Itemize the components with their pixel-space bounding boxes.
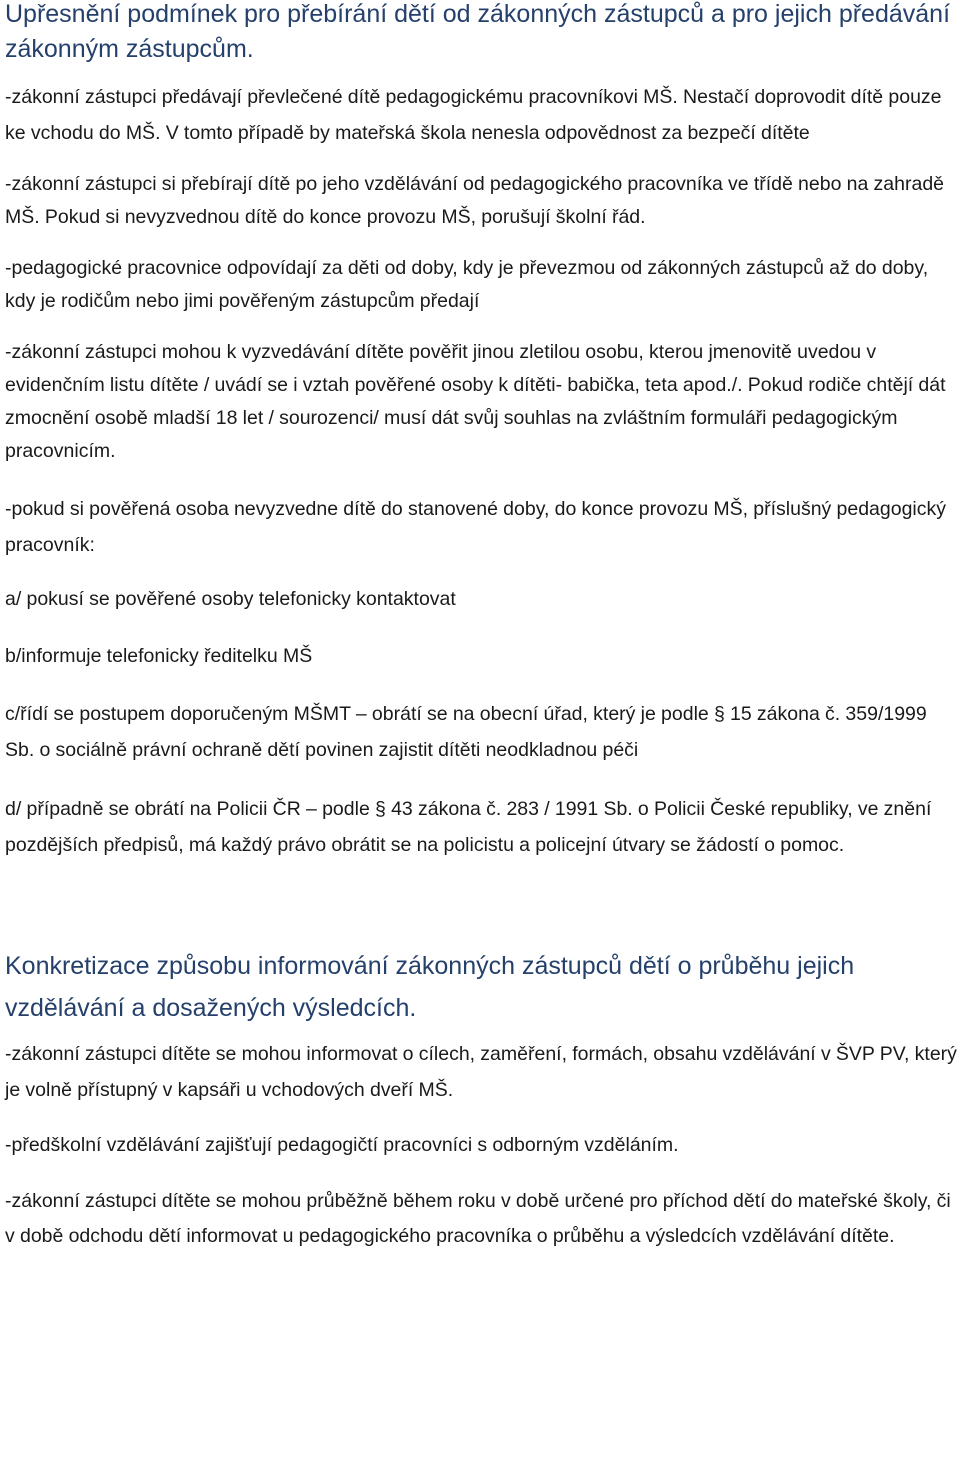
list-item-a: a/ pokusí se pověřené osoby telefonicky kontaktovat <box>5 588 456 610</box>
paragraph-teacher-responsibility: -pedagogické pracovnice odpovídají za děti od doby, kdy je převezmou od zákonných zástupců až do doby, kdy je rodičům nebo jimi pověřeným zástupcům předají <box>5 257 929 312</box>
document-page <box>5 0 957 1255</box>
paragraph-qualified-staff: -předškolní vzdělávání zajišťují pedagogičtí pracovníci s odborným vzděláním. <box>5 1134 679 1156</box>
paragraph-not-picked-up: -pokud si pověřená osoba nevyzvedne dítě do stanovené doby, do konce provozu MŠ, příslušný pedagogický pracovník: <box>5 498 947 556</box>
paragraph-ongoing-information: -zákonní zástupci dítěte se mohou průběžně během roku v době určené pro příchod dětí do mateřské školy, či v době odchodu dětí informovat u pedagogického pracovníka o průběhu a výsledcích vzdělávání dítěte. <box>5 1189 951 1247</box>
paragraph-svp-information: -zákonní zástupci dítěte se mohou informovat o cílech, zaměření, formách, obsahu vzdělávání v ŠVP PV, který je volně přístupný v kapsáři u vchodových dveří MŠ. <box>5 1043 957 1101</box>
section-title-handover: Upřesnění podmínek pro přebírání dětí od zákonných zástupců a pro jejich předávání zákonným zástupcům. <box>5 0 951 63</box>
paragraph-authorized-person: -zákonní zástupci mohou k vyzvedávání dítěte pověřit jinou zletilou osobu, kterou jmenovitě uvedou v evidenčním listu dítěte / uvádí se i vztah pověřené osoby k dítěti- babička, teta apod./. Pokud rodiče chtějí dát zmocnění osobě mladší 18 let / sourozenci/ musí dát svůj souhlas na zvláštním formuláři pedagogickým pracovnicím. <box>5 341 946 462</box>
paragraph-handover-to-teacher: -zákonní zástupci předávají převlečené dítě pedagogickému pracovníkovi MŠ. Nestačí doprovodit dítě pouze ke vchodu do MŠ. V tomto případě by mateřská škola nenesla odpovědnost za bezpečí dítěte <box>5 86 942 144</box>
section-title-information: Konkretizace způsobu informování zákonných zástupců dětí o průběhu jejich vzdělávání a dosažených výsledcích. <box>5 952 855 1022</box>
paragraph-pickup-from-teacher: -zákonní zástupci si přebírají dítě po jeho vzdělávání od pedagogického pracovníka ve třídě nebo na zahradě MŠ. Pokud si nevyzvednou dítě do konce provozu MŠ, porušují školní řád. <box>5 173 945 228</box>
list-item-d: d/ případně se obrátí na Policii ČR – podle § 43 zákona č. 283 / 1991 Sb. o Policii České republiky, ve znění pozdějších předpisů, má každý právo obrátit se na policistu a policejní útvary se žádostí o pomoc. <box>5 798 932 856</box>
list-item-c: c/řídí se postupem doporučeným MŠMT – obrátí se na obecní úřad, který je podle § 15 zákona č. 359/1999 Sb. o sociálně právní ochraně dětí povinen zajistit dítěti neodkladnou péči <box>5 703 927 761</box>
list-item-b: b/informuje telefonicky ředitelku MŠ <box>5 644 313 667</box>
